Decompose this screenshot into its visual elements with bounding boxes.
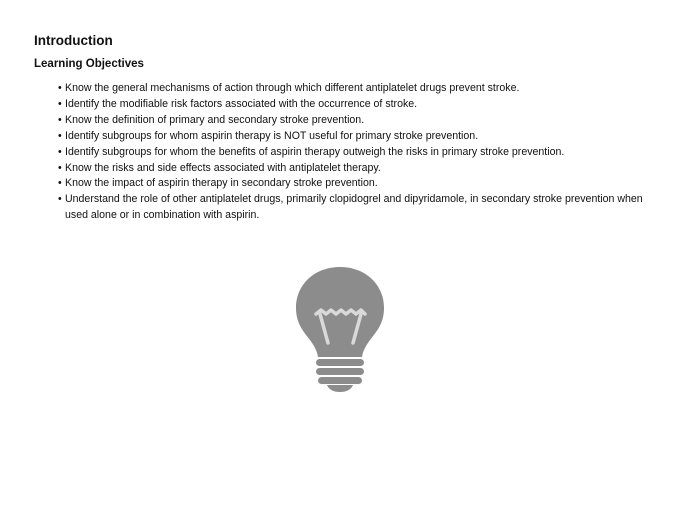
- list-item-text: Know the risks and side effects associated with antiplatelet therapy.: [65, 161, 381, 174]
- list-item: [58, 176, 658, 192]
- objectives-list: [58, 81, 658, 224]
- bullet: •: [58, 177, 62, 190]
- list-item-text: Know the general mechanisms of action through which different antiplatelet drugs prevent stroke.: [65, 82, 520, 94]
- bullet: •: [58, 129, 62, 142]
- bullet: •: [58, 113, 62, 126]
- list-item-text: Understand the role of other antiplatelet drugs, primarily clopidogrel and dipyridamole, in secondary stroke prevention when used alone or in combination with aspirin.: [65, 193, 643, 222]
- lightbulb-icon: [293, 263, 387, 393]
- list-item: [58, 129, 658, 145]
- list-item: [58, 81, 658, 97]
- list-item-text: Know the definition of primary and secondary stroke prevention.: [65, 113, 365, 126]
- list-item: [58, 113, 658, 129]
- list-item-text: Identify the modifiable risk factors associated with the occurrence of stroke.: [65, 97, 418, 110]
- bullet: •: [58, 193, 62, 206]
- list-item-text: Know the impact of aspirin therapy in secondary stroke prevention.: [65, 177, 378, 190]
- list-item: [58, 192, 658, 224]
- bullet: •: [58, 161, 62, 174]
- page-title: Introduction: [34, 33, 113, 48]
- section-subtitle: Learning Objectives: [34, 58, 144, 70]
- bullet: •: [58, 82, 62, 94]
- list-item: [58, 145, 658, 161]
- bullet: •: [58, 97, 62, 110]
- list-item-text: Identify subgroups for whom the benefits of aspirin therapy outweigh the risks in primary stroke prevention.: [65, 145, 565, 158]
- list-item: [58, 161, 658, 177]
- list-item-text: Identify subgroups for whom aspirin therapy is NOT useful for primary stroke prevention.: [65, 129, 479, 142]
- lightbulb-base: [316, 359, 364, 392]
- bullet: •: [58, 145, 62, 158]
- list-item: [58, 97, 658, 113]
